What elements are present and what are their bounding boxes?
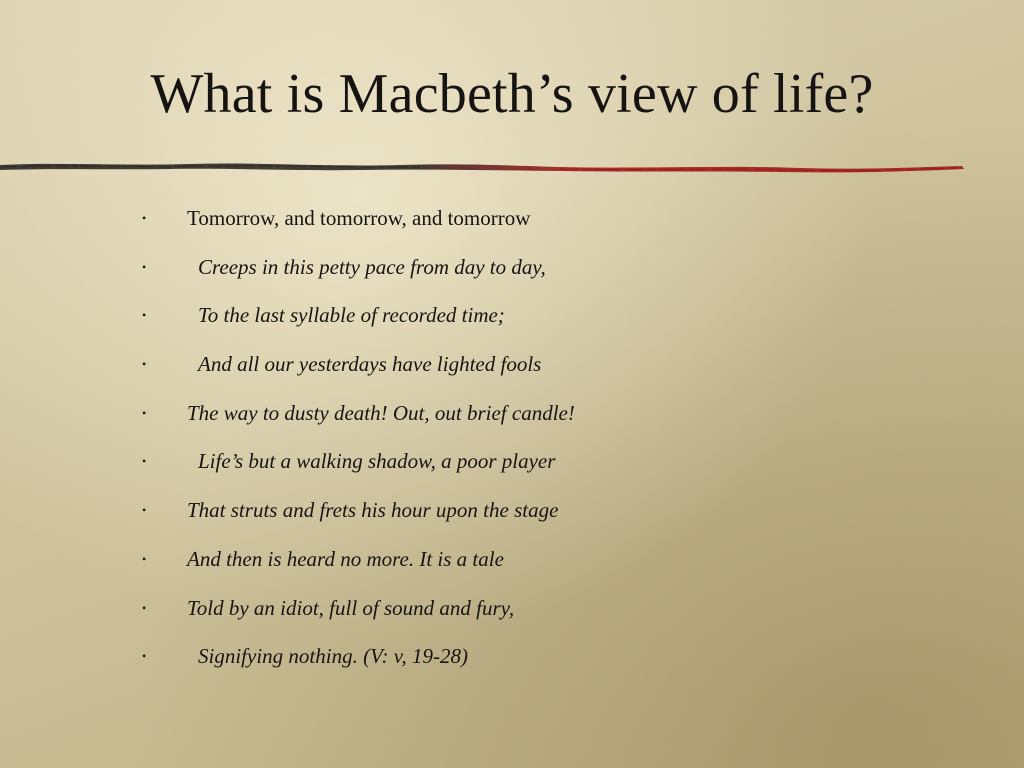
bullet-dot-icon: • xyxy=(142,503,147,518)
title-underline-divider xyxy=(0,156,968,182)
bullet-dot-icon: • xyxy=(142,649,147,664)
quote-line: Tomorrow, and tomorrow, and tomorrow xyxy=(187,206,531,230)
quote-line: And then is heard no more. It is a tale xyxy=(187,546,504,571)
quote-line: Creeps in this petty pace from day to day, xyxy=(198,254,546,279)
quote-line: The way to dusty death! Out, out brief candle! xyxy=(187,400,575,425)
bullet-dot-icon: • xyxy=(142,259,147,274)
bullet-dot-icon: • xyxy=(142,357,147,372)
quote-line: Life’s but a walking shadow, a poor player xyxy=(198,449,556,474)
bullet-dot-icon: • xyxy=(142,405,147,420)
bullet-dot-icon: • xyxy=(142,211,147,225)
bullet-dot-icon: • xyxy=(142,600,147,615)
quote-line: And all our yesterdays have lighted fools xyxy=(198,352,542,377)
quote-line: Told by an idiot, full of sound and fury, xyxy=(187,595,515,620)
bullet-dot-icon: • xyxy=(142,308,147,323)
quote-line: To the last syllable of recorded time; xyxy=(198,303,505,328)
quote-line: Signifying nothing. (V: v, 19-28) xyxy=(198,644,469,669)
slide-title: What is Macbeth’s view of life? xyxy=(150,63,874,125)
bullet-dot-icon: • xyxy=(142,551,147,566)
bullet-dot-icon: • xyxy=(142,454,147,469)
quote-line: That struts and frets his hour upon the stage xyxy=(187,498,559,523)
